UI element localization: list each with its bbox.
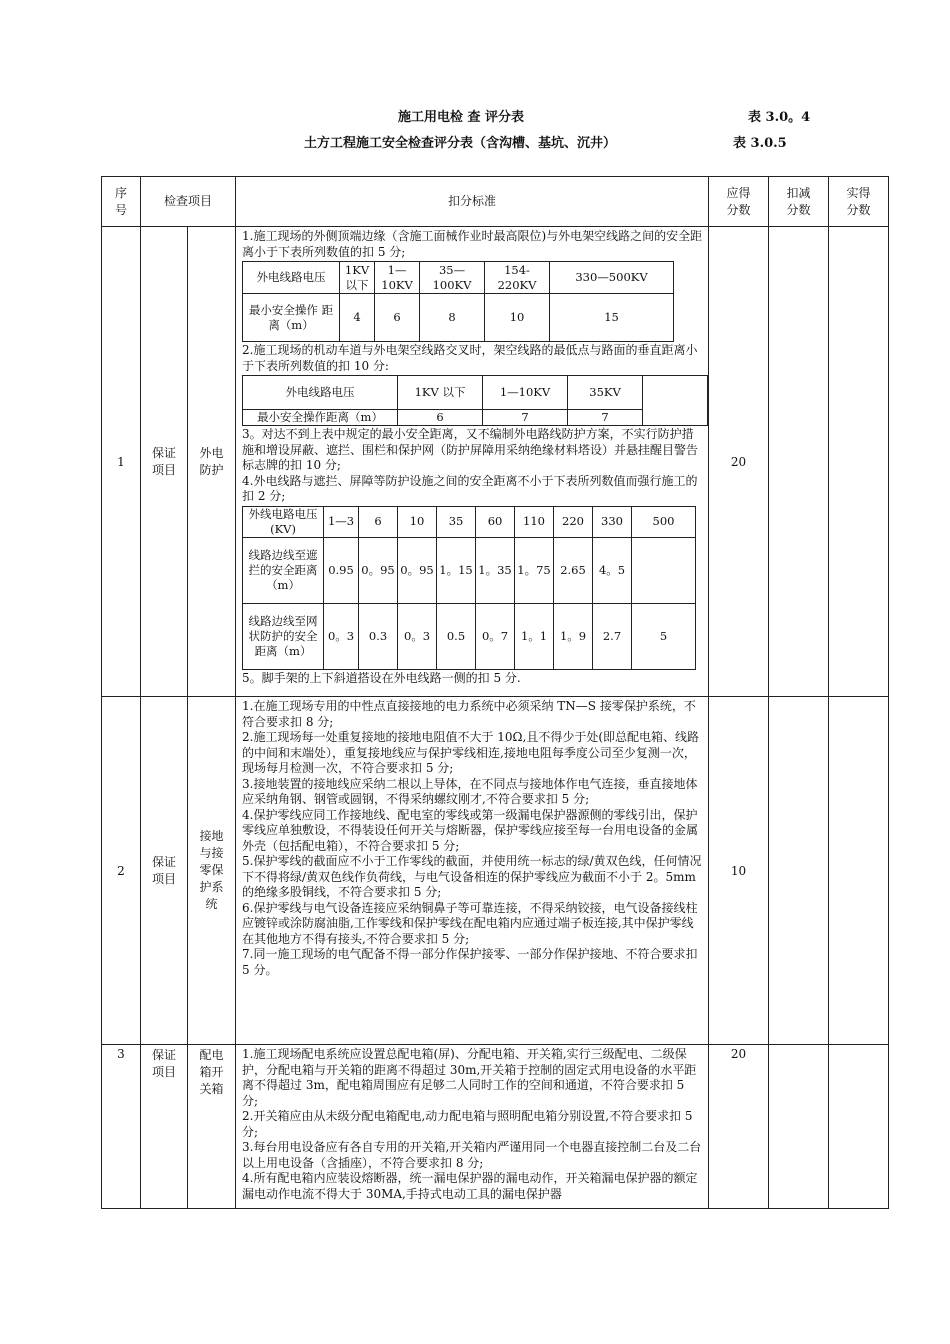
t3-row-cell: 0。7	[476, 603, 515, 669]
table-ref-1: 表 3.0。4	[748, 110, 811, 125]
t3-head-cell: 6	[359, 506, 398, 537]
row-standard	[236, 697, 709, 1045]
t1-row-cell: 15	[550, 294, 674, 342]
t3-row-cell: 1。1	[515, 603, 554, 669]
table-row	[102, 697, 889, 1045]
standard-clause: 2.开关箱应由从未级分配电箱配电,动力配电箱与照明配电箱分别设置,不符合要求扣 5 分;	[242, 1109, 693, 1139]
t3-head-cell: 35	[437, 506, 476, 537]
standard-clause: 3。对达不到上表中规定的最小安全距离，又不编制外电路线防护方案，不实行防护措施和增设屏蔽、遮拦、围栏和保护网（防护屏障用采纳绝缘材料塔设）并悬挂醒目警告标志牌的扣 10 分;	[242, 427, 699, 472]
standard-clause: 1.施工现场的外侧顶端边缘（含施工面械作业时最高限位)与外电架空线路之间的安全距离小于下表所列数值的扣 5 分;	[242, 229, 703, 259]
t1-row-cell: 最小安全操作 距 离（m）	[243, 294, 340, 342]
t1-head-cell: 330—500KV	[550, 262, 674, 294]
table-title-2: 土方工程施工安全检查评分表（含沟槽、基坑、沉井）	[304, 136, 617, 151]
row-seq: 1	[102, 227, 141, 697]
table-ref-2: 表 3.0.5	[733, 136, 787, 151]
col-actual-header: 实得分数	[829, 177, 889, 227]
standard-clause: 6.保护零线与电气设备连接应采纳铜鼻子等可靠连接，不得采纳铰接，电气设备接线柱应镀锌或涂防腐油脂,工作零线和保护零线在配电箱内应通过端子板连接,其中保护零线在其他地方不得有接头,不符合要求扣 5 分;	[242, 900, 698, 946]
standard-clause: 3.接地装置的接地线应采纳二根以上导体，在不同点与接地体作电气连接，垂直接地体应采纳角钢、钢管或圆钢，不得采纳螺纹刚才,不符合要求扣 5 分;	[242, 776, 698, 806]
t1-head-cell: 1—10KV	[375, 262, 420, 294]
standard-clause: 5.保护零线的截面应不小于工作零线的截面，并使用统一标志的绿/黄双色线，任何情况下不得将绿/黄双色线作负荷线，与电气设备相连的保护零线应为截面不小于 2。5mm 的绝缘多股铜线，不符合要求扣 5 分;	[242, 854, 702, 899]
row-category: 保证项目	[141, 697, 188, 1045]
standard-clause: 1.在施工现场专用的中性点直接接地的电力系统中必须采纳 TN—S 接零保护系统，不符合要求扣 8 分;	[242, 699, 696, 729]
t1-head-cell: 外电线路电压	[243, 262, 340, 294]
col-deduct-header: 扣减分数	[769, 177, 829, 227]
t2-row-cell: 6	[398, 410, 483, 426]
t3-head-cell: 110	[515, 506, 554, 537]
t2-head-cell: 外电线路电压	[243, 376, 398, 410]
row-due-score: 20	[709, 1045, 769, 1209]
t2-head-cell: 1KV 以下	[398, 376, 483, 410]
standard-clause: 1.施工现场配电系统应设置总配电箱(屏)、分配电箱、开关箱,实行三级配电、二级保护，分配电箱与开关箱的距离不得超过 30m,开关箱于控制的固定式用电设备的水平距离不得超过 3m，配电箱周围应有足够二人同时工作的空间和通道，不符合要求扣 5 分;	[242, 1047, 697, 1108]
standard-clause: 4.外电线路与遮拦、屏障等防护设施之间的安全距离不小于下表所列数值而强行施工的扣 2 分;	[242, 473, 698, 503]
row-deduct-score[interactable]	[769, 697, 829, 1045]
t3-row-cell: 1。9	[554, 603, 593, 669]
t3-row-cell: 5	[632, 603, 696, 669]
table-row	[102, 1045, 889, 1209]
t3-head-cell: 60	[476, 506, 515, 537]
row-standard	[236, 1045, 709, 1209]
t1-head-cell: 35—100KV	[420, 262, 485, 294]
standard-clause: 4.保护零线应同工作接地线、配电室的零线或第一级漏电保护器源侧的零线引出，保护零线应单独敷设，不得装设任何开关与熔断器，保护零线应接至每一台用电设备的金属外壳（包括配电箱），不符合要求扣 5 分;	[242, 807, 699, 853]
t3-head-cell: 外线电路电压(KV)	[243, 506, 324, 537]
t3-head-cell: 330	[593, 506, 632, 537]
inspection-score-table	[101, 176, 889, 1209]
t3-row-cell: 线路边线至遮拦的安全距离（m）	[243, 537, 324, 603]
distance-table-1	[242, 261, 674, 342]
t1-row-cell: 10	[485, 294, 550, 342]
row-item: 配电箱开关箱	[188, 1045, 236, 1209]
row-category: 保证项目	[141, 1045, 188, 1209]
t3-row-cell: 2.65	[554, 537, 593, 603]
row-deduct-score[interactable]	[769, 1045, 829, 1209]
col-standard-header: 扣分标准	[236, 177, 709, 227]
t3-row-cell: 0.95	[324, 537, 359, 603]
col-seq-header: 序号	[102, 177, 141, 227]
standard-clause: 3.每台用电设备应有各自专用的开关箱,开关箱内严谨用同一个电器直接控制二台及二台以上用电设备（含插座），不符合要求扣 8 分;	[242, 1140, 702, 1170]
table-title-1: 施工用电检 查 评分表	[398, 110, 525, 125]
col-due-header: 应得分数	[709, 177, 769, 227]
row-category: 保证项目	[141, 227, 188, 697]
t3-row-cell: 4。5	[593, 537, 632, 603]
t1-row-cell: 6	[375, 294, 420, 342]
t3-row-cell: 0。3	[324, 603, 359, 669]
t1-head-cell: 154-220KV	[485, 262, 550, 294]
row-item: 外电防护	[188, 227, 236, 697]
row-actual-score[interactable]	[829, 1045, 889, 1209]
t2-head-cell: 35KV	[568, 376, 643, 410]
row-due-score: 20	[709, 227, 769, 697]
row-actual-score[interactable]	[829, 227, 889, 697]
distance-table-3	[242, 506, 696, 670]
col-item-header: 检查项目	[141, 177, 236, 227]
standard-clause: 2.施工现场每一处重复接地的接地电阻值不大于 10Ω,且不得少于处(即总配电箱、线路的中间和末端处），重复接地线应与保护零线相连,接地电阻每季度公司至少复测一次，现场每月检测一次，不符合要求扣 5 分;	[242, 730, 699, 775]
t3-row-cell: 线路边线至网状防护的安全距离（m）	[243, 603, 324, 669]
row-deduct-score[interactable]	[769, 227, 829, 697]
row-standard	[236, 227, 709, 697]
t1-row-cell: 4	[340, 294, 375, 342]
t3-head-cell: 500	[632, 506, 696, 537]
t3-row-cell: 1。75	[515, 537, 554, 603]
t3-row-cell: 0。95	[398, 537, 437, 603]
row-item: 接地与接零保护系统	[188, 697, 236, 1045]
t1-head-cell: 1KV以下	[340, 262, 375, 294]
t2-head-cell: 1—10KV	[483, 376, 568, 410]
row-seq: 2	[102, 697, 141, 1045]
standard-clause: 2.施工现场的机动车道与外电架空线路交叉时，架空线路的最低点与路面的垂直距离小于下表所列数值的扣 10 分:	[242, 343, 698, 373]
t3-row-cell: 0.3	[359, 603, 398, 669]
t3-head-cell: 1—3	[324, 506, 359, 537]
row-actual-score[interactable]	[829, 697, 889, 1045]
t3-row-cell: 1。35	[476, 537, 515, 603]
standard-clause: 7.同一施工现场的电气配备不得一部分作保护接零、一部分作保护接地、不符合要求扣 5 分。	[242, 947, 698, 977]
t3-row-cell: 0。3	[398, 603, 437, 669]
distance-table-2	[242, 375, 708, 426]
t2-row-cell: 7	[568, 410, 643, 426]
t3-head-cell: 220	[554, 506, 593, 537]
t3-row-cell: 1。15	[437, 537, 476, 603]
t2-row-cell: 最小安全操作距离（m）	[243, 410, 398, 426]
t2-row-cell: 7	[483, 410, 568, 426]
table-header-row	[102, 177, 889, 227]
standard-clause: 5。脚手架的上下斜道搭设在外电线路一侧的扣 5 分.	[242, 670, 521, 685]
standard-clause: 4.所有配电箱内应装设熔断器，统一漏电保护器的漏电动作，开关箱漏电保护器的额定漏电动作电流不得大于 30MA,手持式电动工具的漏电保护器	[242, 1171, 698, 1201]
t3-row-cell: 0.5	[437, 603, 476, 669]
table-row	[102, 227, 889, 697]
row-seq: 3	[102, 1045, 141, 1209]
t3-row-cell	[632, 537, 696, 603]
t2-empty-cell	[643, 376, 708, 426]
t3-row-cell: 2.7	[593, 603, 632, 669]
t3-head-cell: 10	[398, 506, 437, 537]
t1-row-cell: 8	[420, 294, 485, 342]
t3-row-cell: 0。95	[359, 537, 398, 603]
row-due-score: 10	[709, 697, 769, 1045]
